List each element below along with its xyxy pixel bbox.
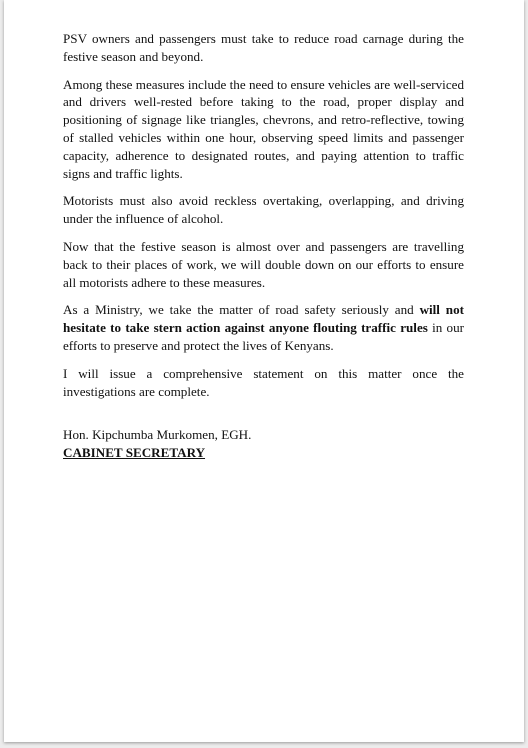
paragraph-motorists: Motorists must also avoid reckless overtaking, overlapping, and driving under the influence of alcohol. [63, 193, 464, 227]
ministry-text-after: in our efforts to preserve and protect the lives of Kenyans. [63, 320, 465, 353]
ministry-text-before: As a Ministry, we take the matter of road safety seriously and [63, 302, 420, 318]
paragraph-ministry [63, 301, 464, 354]
paragraph-measures: Among these measures include the need to ensure vehicles are well-serviced and drivers well-rested before taking to the road, proper display and positioning of signage like triangles, chevrons, and retro-reflective, towing of stalled vehicles within one hour, observing speed limits and passenger capacity, adherence to designated routes, and paying attention to traffic signs and traffic lights. [63, 76, 464, 181]
ministry-text-bold: will not hesitate to take stern action against anyone flouting traffic rules [63, 302, 464, 336]
paragraph-psv-owners: PSV owners and passengers must take to reduce road carnage during the festive season and beyond. [63, 31, 464, 64]
signature-block [63, 426, 464, 462]
document-page [4, 0, 524, 742]
signatory-title: CABINET SECRETARY [63, 445, 206, 461]
signatory-name: Hon. Kipchumba Murkomen, EGH. [63, 427, 252, 443]
paragraph-festive-season: Now that the festive season is almost over and passengers are travelling back to their places of work, we will double down on our efforts to ensure all motorists adhere to these measures. [63, 238, 464, 290]
paragraph-closing: I will issue a comprehensive statement on this matter once the investigations are complete. [63, 365, 464, 399]
document-body [63, 30, 464, 462]
